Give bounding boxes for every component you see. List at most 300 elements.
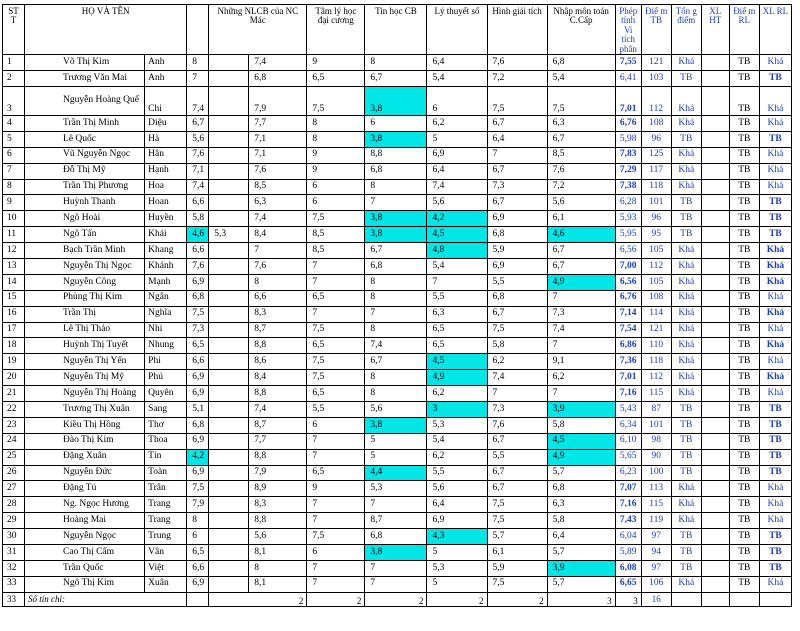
grade-c5: 4,9 xyxy=(427,370,487,386)
last-name: Ngô Thị Kim xyxy=(25,576,145,592)
grade-c2: 8,4 xyxy=(249,370,307,386)
grade-c1-retake xyxy=(209,338,249,354)
grade-c1: 7,5 xyxy=(187,306,209,322)
grade-c5: 4,5 xyxy=(427,227,487,243)
first-name: Tín xyxy=(145,449,187,465)
grade-c1: 6,6 xyxy=(187,354,209,370)
grade-c4: 3,8 xyxy=(365,227,427,243)
header-stt: ST T xyxy=(3,5,25,55)
row-stt: 15 xyxy=(3,290,25,306)
grade-c1: 6,7 xyxy=(187,115,209,131)
first-name: Trang xyxy=(145,497,187,513)
rank-conduct: TB xyxy=(729,163,759,179)
grade-c6: 7,6 xyxy=(487,417,547,433)
row-stt: 30 xyxy=(3,529,25,545)
credit-c4: 2 xyxy=(427,592,487,606)
grade-c2: 8,8 xyxy=(249,513,307,529)
header-xlrl-th xyxy=(759,5,791,55)
grade-c1-retake xyxy=(209,179,249,195)
grade-c4: 6 xyxy=(365,115,427,131)
credit-c2: 2 xyxy=(307,592,365,606)
table-row xyxy=(3,386,792,402)
rank-conduct: TB xyxy=(729,147,759,163)
first-name: Huyền xyxy=(145,211,187,227)
grade-c5: 6,3 xyxy=(427,306,487,322)
average-score: 5,93 xyxy=(615,211,641,227)
rank-conduct: TB xyxy=(729,179,759,195)
first-name: Chi xyxy=(145,86,187,115)
grade-c1-retake: 5,3 xyxy=(209,227,249,243)
last-name: Lê Quốc xyxy=(25,131,145,147)
grade-c1-retake xyxy=(209,274,249,290)
row-stt: 25 xyxy=(3,449,25,465)
rank-overall: TB xyxy=(759,417,791,433)
grade-c5: 6,2 xyxy=(427,449,487,465)
table-row xyxy=(3,131,792,147)
last-name: Đào Thị Kim xyxy=(25,433,145,449)
credit-c6: 3 xyxy=(547,592,615,606)
table-row xyxy=(3,481,792,497)
last-name: Nguyễn Đức xyxy=(25,465,145,481)
row-stt: 14 xyxy=(3,274,25,290)
grade-c7: 6,7 xyxy=(547,131,615,147)
first-name: Nhi xyxy=(145,322,187,338)
grade-c6: 6,7 xyxy=(487,195,547,211)
row-stt: 17 xyxy=(3,322,25,338)
grade-c5: 6,2 xyxy=(427,386,487,402)
average-score: 6,41 xyxy=(615,71,641,87)
grade-c3: 5,5 xyxy=(307,402,365,418)
grade-c7: 6,1 xyxy=(547,211,615,227)
table-row xyxy=(3,115,792,131)
grade-c6: 6,7 xyxy=(487,481,547,497)
table-row xyxy=(3,211,792,227)
conduct-score xyxy=(701,576,729,592)
grade-c7: 7 xyxy=(547,386,615,402)
grade-c5: 6 xyxy=(427,86,487,115)
grade-c4: 6,7 xyxy=(365,354,427,370)
table-row xyxy=(3,370,792,386)
total-score: 115 xyxy=(641,497,671,513)
grade-c1: 6,9 xyxy=(187,465,209,481)
average-score: 7,36 xyxy=(615,354,641,370)
rank-conduct: TB xyxy=(729,449,759,465)
first-name: Hạnh xyxy=(145,163,187,179)
rank-conduct: TB xyxy=(729,576,759,592)
grade-c1-retake xyxy=(209,386,249,402)
first-name: Xuân xyxy=(145,576,187,592)
rank-conduct: TB xyxy=(729,131,759,147)
grade-c6: 5,5 xyxy=(487,449,547,465)
header-xlrl: XL RL xyxy=(762,6,789,16)
conduct-score xyxy=(701,322,729,338)
rank-study: Khá xyxy=(671,243,701,259)
grade-c4: 7 xyxy=(365,497,427,513)
rank-study: Khá xyxy=(671,576,701,592)
grade-c7: 7,2 xyxy=(547,179,615,195)
total-score: 114 xyxy=(641,306,671,322)
rank-study: TB xyxy=(671,402,701,418)
first-name: Sang xyxy=(145,402,187,418)
last-name: Huỳnh Thanh xyxy=(25,195,145,211)
grade-c1-retake xyxy=(209,290,249,306)
table-row xyxy=(3,290,792,306)
grade-c1-retake xyxy=(209,402,249,418)
first-name: Diệu xyxy=(145,115,187,131)
footer-empty-2 xyxy=(701,592,729,606)
table-row xyxy=(3,354,792,370)
row-stt: 10 xyxy=(3,211,25,227)
footer-empty-1 xyxy=(671,592,701,606)
grade-c3: 8,5 xyxy=(307,227,365,243)
first-name: Anh xyxy=(145,71,187,87)
grade-c4: 8 xyxy=(365,322,427,338)
grade-c6: 7,3 xyxy=(487,179,547,195)
grade-c7: 7,4 xyxy=(547,322,615,338)
grade-c7: 4,6 xyxy=(547,227,615,243)
rank-overall: Khá xyxy=(759,243,791,259)
average-score: 7,16 xyxy=(615,497,641,513)
average-score: 6,76 xyxy=(615,115,641,131)
total-score: 87 xyxy=(641,402,671,418)
last-name: Đặng Xuân xyxy=(25,449,145,465)
grade-c5: 4,8 xyxy=(427,243,487,259)
rank-conduct: TB xyxy=(729,322,759,338)
conduct-score xyxy=(701,433,729,449)
grade-c4: 4,4 xyxy=(365,465,427,481)
grade-c1: 6,6 xyxy=(187,195,209,211)
last-name: Ng. Ngọc Hương xyxy=(25,497,145,513)
total-score: 119 xyxy=(641,513,671,529)
grade-c3: 9 xyxy=(307,481,365,497)
total-score: 96 xyxy=(641,131,671,147)
table-row xyxy=(3,449,792,465)
last-name: Đặng Tú xyxy=(25,481,145,497)
credit-total: 16 xyxy=(641,592,671,606)
rank-study: Khá xyxy=(671,497,701,513)
rank-study: Khá xyxy=(671,338,701,354)
average-score: 6,65 xyxy=(615,576,641,592)
row-stt: 31 xyxy=(3,545,25,561)
average-score: 6,28 xyxy=(615,195,641,211)
rank-study: TB xyxy=(671,417,701,433)
grade-c4: 3,8 xyxy=(365,86,427,115)
grade-c6: 7,3 xyxy=(487,402,547,418)
conduct-score xyxy=(701,211,729,227)
conduct-score xyxy=(701,115,729,131)
grade-c1: 6,6 xyxy=(187,560,209,576)
conduct-score xyxy=(701,417,729,433)
grade-c7: 5,8 xyxy=(547,513,615,529)
rank-overall: Khá xyxy=(759,513,791,529)
rank-study: TB xyxy=(671,529,701,545)
row-stt: 12 xyxy=(3,243,25,259)
rank-overall: Khá xyxy=(759,497,791,513)
grade-c1-retake xyxy=(209,560,249,576)
grade-c7: 8,5 xyxy=(547,147,615,163)
credit-c7: 3 xyxy=(615,592,641,606)
total-score: 96 xyxy=(641,211,671,227)
rank-study: TB xyxy=(671,465,701,481)
grade-c3: 8,5 xyxy=(307,243,365,259)
grade-c1-retake xyxy=(209,163,249,179)
table-row xyxy=(3,243,792,259)
rank-conduct: TB xyxy=(729,433,759,449)
grade-c2: 8,5 xyxy=(249,179,307,195)
grade-c1-retake xyxy=(209,529,249,545)
first-name: Hoan xyxy=(145,195,187,211)
rank-overall: TB xyxy=(759,465,791,481)
average-score: 7,14 xyxy=(615,306,641,322)
average-score: 7,38 xyxy=(615,179,641,195)
credit-c1: 2 xyxy=(209,592,307,606)
header-c3: Tin học CB xyxy=(365,5,427,55)
grade-c1-retake xyxy=(209,211,249,227)
last-name: Lê Thị Thảo xyxy=(25,322,145,338)
row-stt: 19 xyxy=(3,354,25,370)
grade-c5: 6,2 xyxy=(427,115,487,131)
header-c7: Phép tính Vi tích phân xyxy=(615,5,641,55)
header-c2: Tâm lý học đại cương xyxy=(307,5,365,55)
rank-conduct: TB xyxy=(729,55,759,71)
grade-c4: 3,8 xyxy=(365,545,427,561)
total-score: 118 xyxy=(641,354,671,370)
grade-c2: 8,3 xyxy=(249,497,307,513)
footer-blank xyxy=(187,592,209,606)
grade-c2: 6,3 xyxy=(249,195,307,211)
rank-study: TB xyxy=(671,71,701,87)
grade-c6: 7,2 xyxy=(487,71,547,87)
grade-c7: 6,8 xyxy=(547,55,615,71)
last-name: Nguyễn Thị Mỹ xyxy=(25,370,145,386)
row-stt: 9 xyxy=(3,195,25,211)
grade-c3: 7,5 xyxy=(307,211,365,227)
header-drl: Điể m RL xyxy=(729,5,759,55)
conduct-score xyxy=(701,71,729,87)
grade-c7: 6,8 xyxy=(547,481,615,497)
grade-c1: 6,9 xyxy=(187,370,209,386)
conduct-score xyxy=(701,386,729,402)
rank-overall: Khá xyxy=(759,55,791,71)
grade-c2: 6,8 xyxy=(249,71,307,87)
grade-c6: 7,5 xyxy=(487,86,547,115)
grade-c6: 7,5 xyxy=(487,322,547,338)
grade-c7: 5,7 xyxy=(547,576,615,592)
total-score: 121 xyxy=(641,322,671,338)
rank-conduct: TB xyxy=(729,227,759,243)
grade-c3: 6,5 xyxy=(307,338,365,354)
total-score: 101 xyxy=(641,195,671,211)
grade-c2: 8,7 xyxy=(249,417,307,433)
row-stt: 21 xyxy=(3,386,25,402)
rank-conduct: TB xyxy=(729,211,759,227)
table-row xyxy=(3,163,792,179)
grade-c3: 6 xyxy=(307,179,365,195)
row-stt: 8 xyxy=(3,179,25,195)
grade-c3: 8 xyxy=(307,115,365,131)
grade-c7: 5,4 xyxy=(547,71,615,87)
table-row xyxy=(3,433,792,449)
rank-study: Khá xyxy=(671,55,701,71)
grade-c6: 6,9 xyxy=(487,211,547,227)
grade-c4: 6,8 xyxy=(365,529,427,545)
grade-c3: 6 xyxy=(307,195,365,211)
header-blank xyxy=(187,5,209,55)
rank-overall: Khá xyxy=(759,179,791,195)
header-avg: Điể m TB xyxy=(641,5,671,55)
last-name: Đỗ Thị Mỹ xyxy=(25,163,145,179)
grade-c4: 5 xyxy=(365,449,427,465)
row-stt: 7 xyxy=(3,163,25,179)
grade-c3: 7 xyxy=(307,433,365,449)
grade-c2: 7,9 xyxy=(249,86,307,115)
rank-study: TB xyxy=(671,131,701,147)
grade-c1-retake xyxy=(209,576,249,592)
rank-study: Khá xyxy=(671,386,701,402)
grade-c3: 9 xyxy=(307,147,365,163)
grade-c3: 6,5 xyxy=(307,71,365,87)
grade-c3: 7,5 xyxy=(307,529,365,545)
grade-c7: 7 xyxy=(547,290,615,306)
grade-c6: 7,5 xyxy=(487,497,547,513)
rank-overall: TB xyxy=(759,195,791,211)
rank-overall: Khá xyxy=(759,163,791,179)
grade-c1-retake xyxy=(209,497,249,513)
total-score: 121 xyxy=(641,55,671,71)
table-header xyxy=(3,5,792,55)
row-stt: 5 xyxy=(3,131,25,147)
grade-c7: 7,6 xyxy=(547,163,615,179)
grade-c4: 3,8 xyxy=(365,211,427,227)
rank-overall: TB xyxy=(759,227,791,243)
table-row xyxy=(3,560,792,576)
grade-c6: 6,7 xyxy=(487,163,547,179)
grade-c1-retake xyxy=(209,370,249,386)
grade-c4: 7,4 xyxy=(365,338,427,354)
rank-conduct: TB xyxy=(729,354,759,370)
first-name: Khang xyxy=(145,243,187,259)
grade-c1-retake xyxy=(209,195,249,211)
rank-study: Khá xyxy=(671,370,701,386)
last-name: Nguyễn Thị Ngọc xyxy=(25,258,145,274)
average-score: 6,56 xyxy=(615,274,641,290)
total-score: 112 xyxy=(641,86,671,115)
grade-c3: 7 xyxy=(307,576,365,592)
grade-c4: 8 xyxy=(365,386,427,402)
grade-c6: 6,9 xyxy=(487,258,547,274)
grade-c4: 6,8 xyxy=(365,163,427,179)
grade-c3: 7,5 xyxy=(307,354,365,370)
average-score: 7,29 xyxy=(615,163,641,179)
row-stt: 4 xyxy=(3,115,25,131)
header-c4: Lý thuyết số xyxy=(427,5,487,55)
rank-conduct: TB xyxy=(729,115,759,131)
conduct-score xyxy=(701,545,729,561)
total-score: 113 xyxy=(641,481,671,497)
grade-c1-retake xyxy=(209,322,249,338)
row-stt: 2 xyxy=(3,71,25,87)
grade-c3: 9 xyxy=(307,55,365,71)
rank-overall: TB xyxy=(759,402,791,418)
rank-overall: Khá xyxy=(759,306,791,322)
grade-c7: 7,3 xyxy=(547,306,615,322)
header-c5: Hình giải tích xyxy=(487,5,547,55)
rank-overall: Khá xyxy=(759,258,791,274)
total-score: 97 xyxy=(641,529,671,545)
first-name: Phi xyxy=(145,354,187,370)
first-name: Trân xyxy=(145,481,187,497)
conduct-score xyxy=(701,560,729,576)
conduct-score xyxy=(701,147,729,163)
grade-c1: 4,6 xyxy=(187,227,209,243)
rank-study: Khá xyxy=(671,322,701,338)
total-score: 105 xyxy=(641,274,671,290)
first-name: Trang xyxy=(145,513,187,529)
grade-c1: 5,6 xyxy=(187,131,209,147)
grade-c2: 8,6 xyxy=(249,354,307,370)
grade-c7: 6,2 xyxy=(547,370,615,386)
rank-overall: Khá xyxy=(759,354,791,370)
grade-c6: 5,9 xyxy=(487,560,547,576)
grade-c3: 7 xyxy=(307,513,365,529)
average-score: 7,01 xyxy=(615,86,641,115)
conduct-score xyxy=(701,243,729,259)
grade-c7: 3,9 xyxy=(547,560,615,576)
rank-conduct: TB xyxy=(729,386,759,402)
rank-overall: Khá xyxy=(759,322,791,338)
total-score: 115 xyxy=(641,386,671,402)
first-name: Quyên xyxy=(145,386,187,402)
grade-c6: 5,5 xyxy=(487,274,547,290)
average-score: 6,08 xyxy=(615,560,641,576)
last-name: Ngô Tấn xyxy=(25,227,145,243)
grade-c1-retake xyxy=(209,481,249,497)
grade-c1-retake xyxy=(209,131,249,147)
total-score: 108 xyxy=(641,115,671,131)
grade-c2: 7 xyxy=(249,243,307,259)
rank-study: TB xyxy=(671,545,701,561)
row-stt: 26 xyxy=(3,465,25,481)
grade-c2: 8,1 xyxy=(249,545,307,561)
grade-c6: 7 xyxy=(487,386,547,402)
row-stt: 18 xyxy=(3,338,25,354)
row-stt: 32 xyxy=(3,560,25,576)
row-stt: 13 xyxy=(3,258,25,274)
grade-c4: 8 xyxy=(365,55,427,71)
row-stt: 11 xyxy=(3,227,25,243)
first-name: Anh xyxy=(145,55,187,71)
grade-c1-retake xyxy=(209,354,249,370)
conduct-score xyxy=(701,179,729,195)
rank-conduct: TB xyxy=(729,545,759,561)
table-body xyxy=(3,55,792,593)
grade-c6: 7,6 xyxy=(487,55,547,71)
rank-study: Khá xyxy=(671,179,701,195)
last-name: Hoàng Mai xyxy=(25,513,145,529)
rank-conduct: TB xyxy=(729,86,759,115)
grade-c2: 7,1 xyxy=(249,131,307,147)
grade-c1: 7,6 xyxy=(187,147,209,163)
grade-c2: 7,6 xyxy=(249,163,307,179)
grade-c1: 7,4 xyxy=(187,179,209,195)
footer-empty-3 xyxy=(729,592,759,606)
rank-study: Khá xyxy=(671,481,701,497)
total-score: 106 xyxy=(641,576,671,592)
conduct-score xyxy=(701,354,729,370)
row-stt: 23 xyxy=(3,417,25,433)
average-score: 7,01 xyxy=(615,370,641,386)
grade-c5: 6,4 xyxy=(427,55,487,71)
